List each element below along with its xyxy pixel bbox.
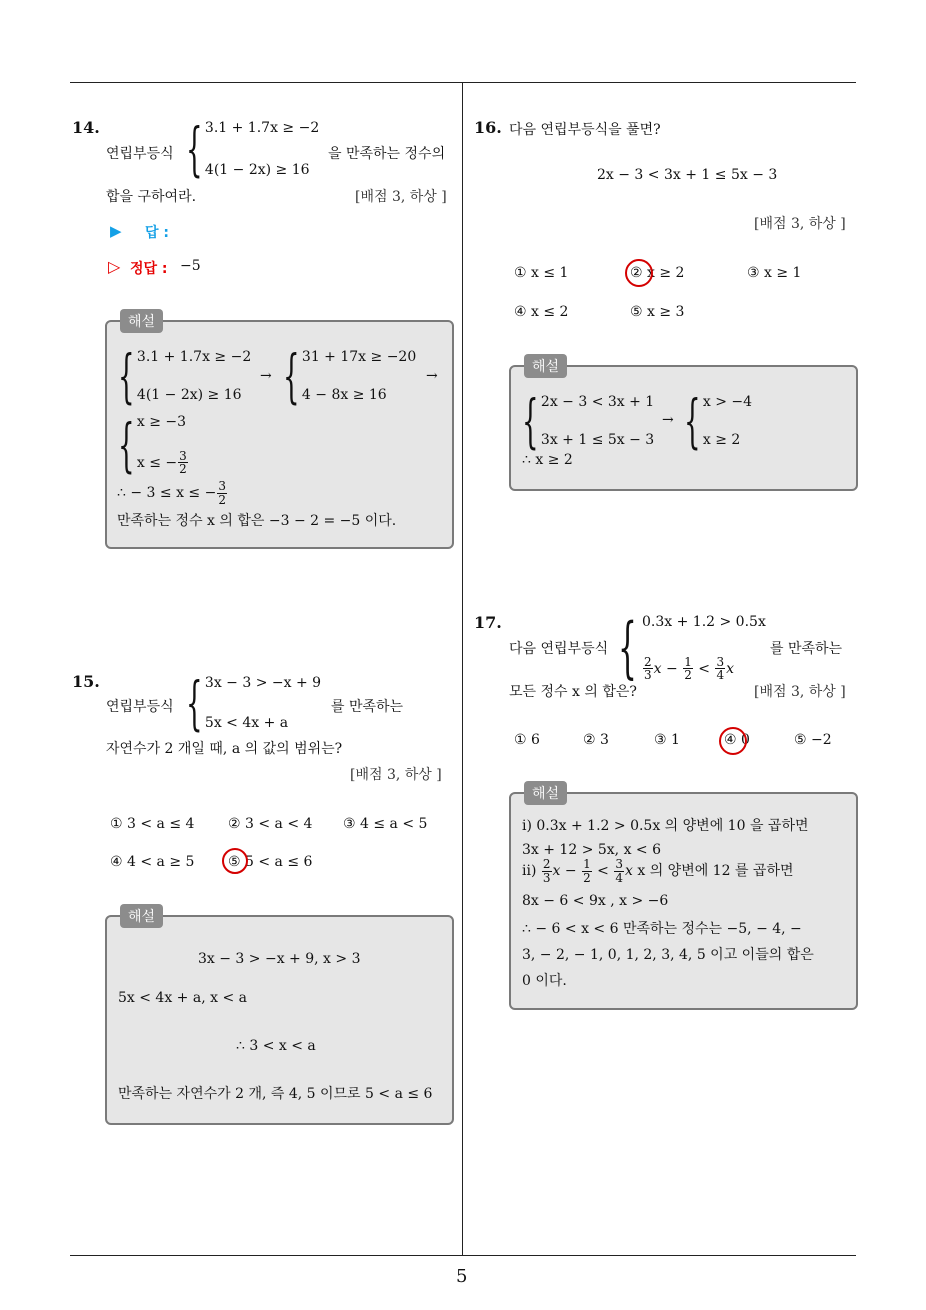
q15-choice-3[interactable]: ③ 4 ≤ a < 5 — [343, 816, 428, 832]
arrow-icon: → — [260, 368, 272, 384]
q14-tail: 을 만족하는 정수의 — [328, 146, 446, 162]
top-rule — [70, 82, 856, 83]
q16-sol-line: 2x − 3 < 3x + 1 — [540, 394, 655, 410]
fraction: $\frac{2}{3}$ — [644, 654, 652, 683]
q16-answer-circle — [625, 259, 653, 287]
fraction-denominator: 2 — [179, 462, 187, 477]
q14-sol-line: 3.1 + 1.7x ≥ −2 — [136, 349, 252, 365]
q15-sol-line-4: 만족하는 자연수가 2 개, 즉 4, 5 이므로 5 < a ≤ 6 — [118, 1086, 433, 1102]
q17-choice-1[interactable]: ① 6 — [514, 732, 540, 748]
fraction: $\frac{1}{2}$ — [684, 654, 692, 683]
fraction: $\frac{1}{2}$ — [583, 857, 591, 885]
q14-line2: 합을 구하여라. — [106, 189, 197, 205]
q15-sol-line-3: ∴ 3 < x < a — [236, 1038, 316, 1054]
q17-meta: [배점 3, 하상 ] — [754, 684, 846, 700]
fraction: $\frac{3}{4}$ — [615, 857, 623, 885]
q15-tail: 를 만족하는 — [331, 699, 404, 715]
q17-choice-3[interactable]: ③ 1 — [654, 732, 680, 748]
q16-meta: [배점 3, 하상 ] — [754, 216, 846, 232]
q17-sol-line-1: i) 0.3x + 1.2 > 0.5x 의 양변에 10 을 곱하면 — [522, 818, 809, 834]
q14-final: 만족하는 정수 x 의 합은 −3 − 2 = −5 이다. — [117, 513, 397, 529]
q17-sol-line-7: 0 이다. — [522, 973, 567, 989]
q16-choice-1[interactable]: ① x ≤ 1 — [514, 265, 569, 281]
q17-system: { 0.3x + 1.2 > 0.5x $\frac{2}{3}$ x − $\frac{1}{2}$ < $\frac{3}{4}$ x — [618, 609, 766, 686]
q15-system: { 3x − 3 > −x + 9 5x < 4x + a — [186, 669, 322, 737]
q16-choice-5[interactable]: ⑤ x ≥ 3 — [630, 304, 685, 320]
question-number-16: 16. — [474, 118, 502, 137]
q17-sol-line-5: ∴ − 6 < x < 6 만족하는 정수는 −5, − 4, − — [522, 921, 802, 937]
q14-sol-system-3: { x ≥ −3 x ≤ − $\frac{3}{2}$ — [118, 411, 187, 479]
q17-line2: 모든 정수 x 의 합은? — [509, 684, 637, 700]
fraction: $\frac{3}{4}$ — [716, 654, 725, 683]
fraction-denominator: 2 — [218, 492, 226, 507]
fraction-numerator: 3 — [218, 479, 226, 493]
q17-answer-circle — [719, 727, 747, 755]
arrow-icon: → — [662, 412, 674, 428]
q16-sol-system-2: { x > −4 x ≥ 2 — [684, 387, 753, 455]
q16-solution-tag: 해설 — [524, 354, 567, 378]
q14-sol-line: 4 − 8x ≥ 16 — [301, 387, 387, 403]
q15-lead: 연립부등식 — [106, 699, 174, 715]
q14-sol-line: 31 + 17x ≥ −20 — [301, 349, 417, 365]
column-divider — [462, 83, 463, 1255]
fraction — [178, 450, 188, 476]
question-number-15: 15. — [72, 672, 100, 691]
q17-sol-line-2: 3x + 12 > 5x, x < 6 — [522, 842, 662, 858]
arrow-icon: → — [426, 368, 438, 384]
q17-solution-tag: 해설 — [524, 781, 567, 805]
q17-tail: 를 만족하는 — [770, 641, 843, 657]
q17-lead: 다음 연립부등식 — [509, 641, 609, 657]
q14-sol-text: x ≤ − — [136, 454, 178, 471]
q16-sol-line: x ≥ 2 — [702, 432, 741, 448]
q14-sol-system-1: { 3.1 + 1.7x ≥ −2 4(1 − 2x) ≥ 16 — [118, 342, 252, 410]
question-number-14: 14. — [72, 118, 100, 137]
q15-sol-line-1: 3x − 3 > −x + 9, x > 3 — [198, 951, 361, 967]
q15-choice-2[interactable]: ② 3 < a < 4 — [228, 816, 313, 832]
q14-sys-line-1: 3.1 + 1.7x ≥ −2 — [204, 120, 320, 136]
q15-sys-line-1: 3x − 3 > −x + 9 — [204, 675, 322, 691]
q14-sol-line: 4(1 − 2x) ≥ 16 — [136, 387, 242, 403]
fraction-numerator: 3 — [179, 448, 187, 463]
q14-sol-line — [137, 450, 189, 476]
q15-meta: [배점 3, 하상 ] — [350, 767, 442, 783]
q16-final: ∴ x ≥ 2 — [522, 452, 573, 468]
q14-meta: [배점 3, 하상 ] — [355, 189, 447, 205]
correct-arrow-icon: ▷ — [108, 257, 121, 276]
q16-sol-system-1: { 2x − 3 < 3x + 1 3x + 1 ≤ 5x − 3 — [522, 387, 655, 455]
q17-choice-2[interactable]: ② 3 — [583, 732, 609, 748]
q16-equation: 2x − 3 < 3x + 1 ≤ 5x − 3 — [597, 167, 778, 183]
q15-answer-circle — [222, 848, 248, 874]
fraction — [217, 480, 227, 506]
q14-sol-line: x ≥ −3 — [136, 414, 187, 430]
q16-choice-3[interactable]: ③ x ≥ 1 — [747, 265, 802, 281]
q14-therefore-text: ∴ − 3 ≤ x ≤ − — [117, 485, 217, 502]
q17-choice-4[interactable]: ④ 0 — [724, 732, 750, 748]
answer-label: 답 : — [145, 225, 169, 241]
q15-line2: 자연수가 2 개일 때, a 의 값의 범위는? — [106, 741, 343, 757]
fraction: $\frac{2}{3}$ — [542, 857, 551, 885]
q16-sol-line: x > −4 — [702, 394, 753, 410]
q15-choice-1[interactable]: ① 3 < a ≤ 4 — [110, 816, 195, 832]
q17-sys-line-2: $\frac{2}{3}$ x − $\frac{1}{2}$ < $\frac{3}{4}$ x — [644, 654, 735, 683]
q16-stem: 다음 연립부등식을 풀면? — [509, 122, 661, 138]
q14-solution-tag: 해설 — [120, 309, 163, 333]
q15-sys-line-2: 5x < 4x + a — [204, 715, 289, 731]
q17-sol-line-3: ii) $\frac{2}{3}$ x − $\frac{1}{2}$ < $\frac{3}{4}$ x x 의 양변에 12 를 곱하면 — [522, 857, 794, 885]
q16-sol-line: 3x + 1 ≤ 5x − 3 — [540, 432, 655, 448]
q15-solution-tag: 해설 — [120, 904, 163, 928]
q15-choice-4[interactable]: ④ 4 < a ≥ 5 — [110, 854, 195, 870]
q16-choice-4[interactable]: ④ x ≤ 2 — [514, 304, 569, 320]
q17-choice-5[interactable]: ⑤ −2 — [794, 732, 832, 748]
q14-sol-system-2: { 31 + 17x ≥ −20 4 − 8x ≥ 16 — [283, 342, 417, 410]
q15-choice-5[interactable]: ⑤ 5 < a ≤ 6 — [228, 854, 313, 870]
q17-sol-line-4: 8x − 6 < 9x , x > −6 — [522, 893, 669, 909]
q16-choice-2[interactable]: ② x ≥ 2 — [630, 265, 685, 281]
q14-sys-line-2: 4(1 − 2x) ≥ 16 — [204, 162, 310, 178]
q14-lead: 연립부등식 — [106, 146, 174, 162]
correct-value: −5 — [180, 258, 201, 274]
q17-sol-line-6: 3, − 2, − 1, 0, 1, 2, 3, 4, 5 이고 이들의 합은 — [522, 947, 814, 963]
q17-sol-text: x 의 양변에 12 를 곱하면 — [637, 863, 794, 880]
bottom-rule — [70, 1255, 856, 1256]
q15-sol-line-2: 5x < 4x + a, x < a — [118, 990, 247, 1006]
q17-sys-line-1: 0.3x + 1.2 > 0.5x — [642, 614, 766, 630]
question-number-17: 17. — [474, 613, 502, 632]
page-number: 5 — [456, 1266, 468, 1287]
correct-label: 정답 : — [130, 261, 168, 277]
q14-therefore — [117, 480, 228, 506]
q14-system: { 3.1 + 1.7x ≥ −2 4(1 − 2x) ≥ 16 — [186, 115, 320, 183]
answer-play-icon: ▶ — [110, 222, 122, 240]
